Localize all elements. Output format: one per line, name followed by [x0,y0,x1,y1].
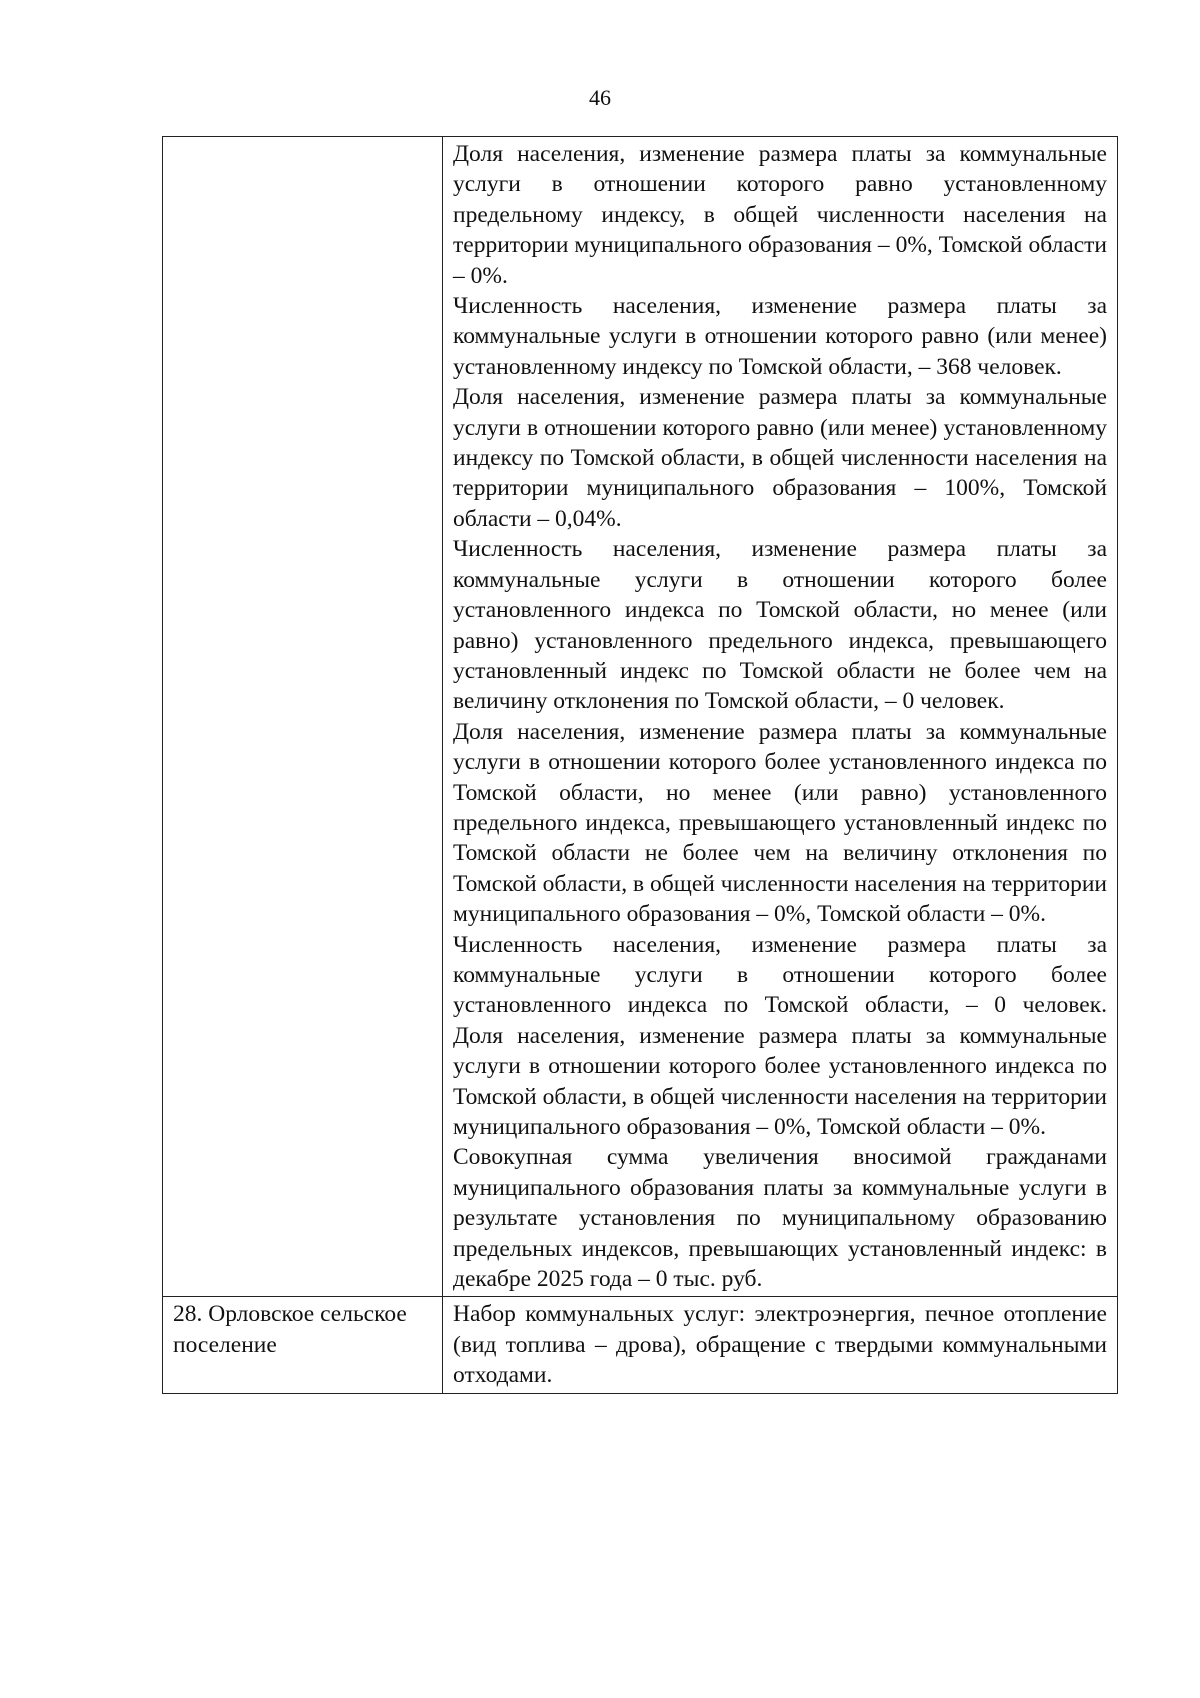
data-table [162,136,1118,1394]
table-row [163,137,1118,1297]
page-number: 46 [589,85,611,110]
description-cell [443,1297,1118,1393]
description-cell [443,137,1118,1297]
paragraph: Численность населения, изменение размера платы за коммунальные услуги в отношении которого более установленного индекса по Томской области, – 0 человек. [453,931,1107,1019]
paragraph: Численность населения, изменение размера платы за коммунальные услуги в отношении которого более установленного индекса по Томской области, но менее (или равно) установленного предельного индекса, превышающего установленный индекс по Томской области не более чем на величину отклонения по Томской области, – 0 человек. [453,536,1107,715]
paragraph: Совокупная сумма увеличения вносимой гражданами муниципального образования платы за коммунальные услуги в результате установления по муниципальному образованию предельных индексов, превышающих установленный индекс: в декабре 2025 года – 0 тыс. руб. [453,1144,1107,1293]
paragraph: Доля населения, изменение размера платы за коммунальные услуги в отношении которого равно (или менее) установленному индексу по Томской области, в общей численности населения на территории муниципального образования – 100%, Томской области – 0,04%. [453,384,1107,532]
settlement-cell: 28. Орловское сельское поселение [163,1297,443,1393]
paragraph: Набор коммунальных услуг: электроэнергия, печное отопление (вид топлива – дрова), обращение с твердыми коммунальными отходами. [453,1301,1107,1389]
table-row [163,1297,1118,1393]
paragraph: Доля населения, изменение размера платы за коммунальные услуги в отношении которого более установленного индекса по Томской области, но менее (или равно) установленного предельного индекса, превышающего установленный индекс по Томской области не более чем на величину отклонения по Томской области, в общей численности населения на территории муниципального образования – 0%, Томской области – 0%. [453,718,1107,928]
settlement-cell [163,137,443,1297]
paragraph: Доля населения, изменение размера платы за коммунальные услуги в отношении которого равно установленному предельному индексу, в общей численности населения на территории муниципального образования – 0%, Томской области – 0%. [453,141,1107,289]
paragraph: Численность населения, изменение размера платы за коммунальные услуги в отношении которого равно (или менее) установленному индексу по Томской области, – 368 человек. [453,293,1107,380]
paragraph: Доля населения, изменение размера платы за коммунальные услуги в отношении которого более установленного индекса по Томской области, в общей численности населения на территории муниципального образования – 0%, Томской области – 0%. [453,1022,1107,1140]
